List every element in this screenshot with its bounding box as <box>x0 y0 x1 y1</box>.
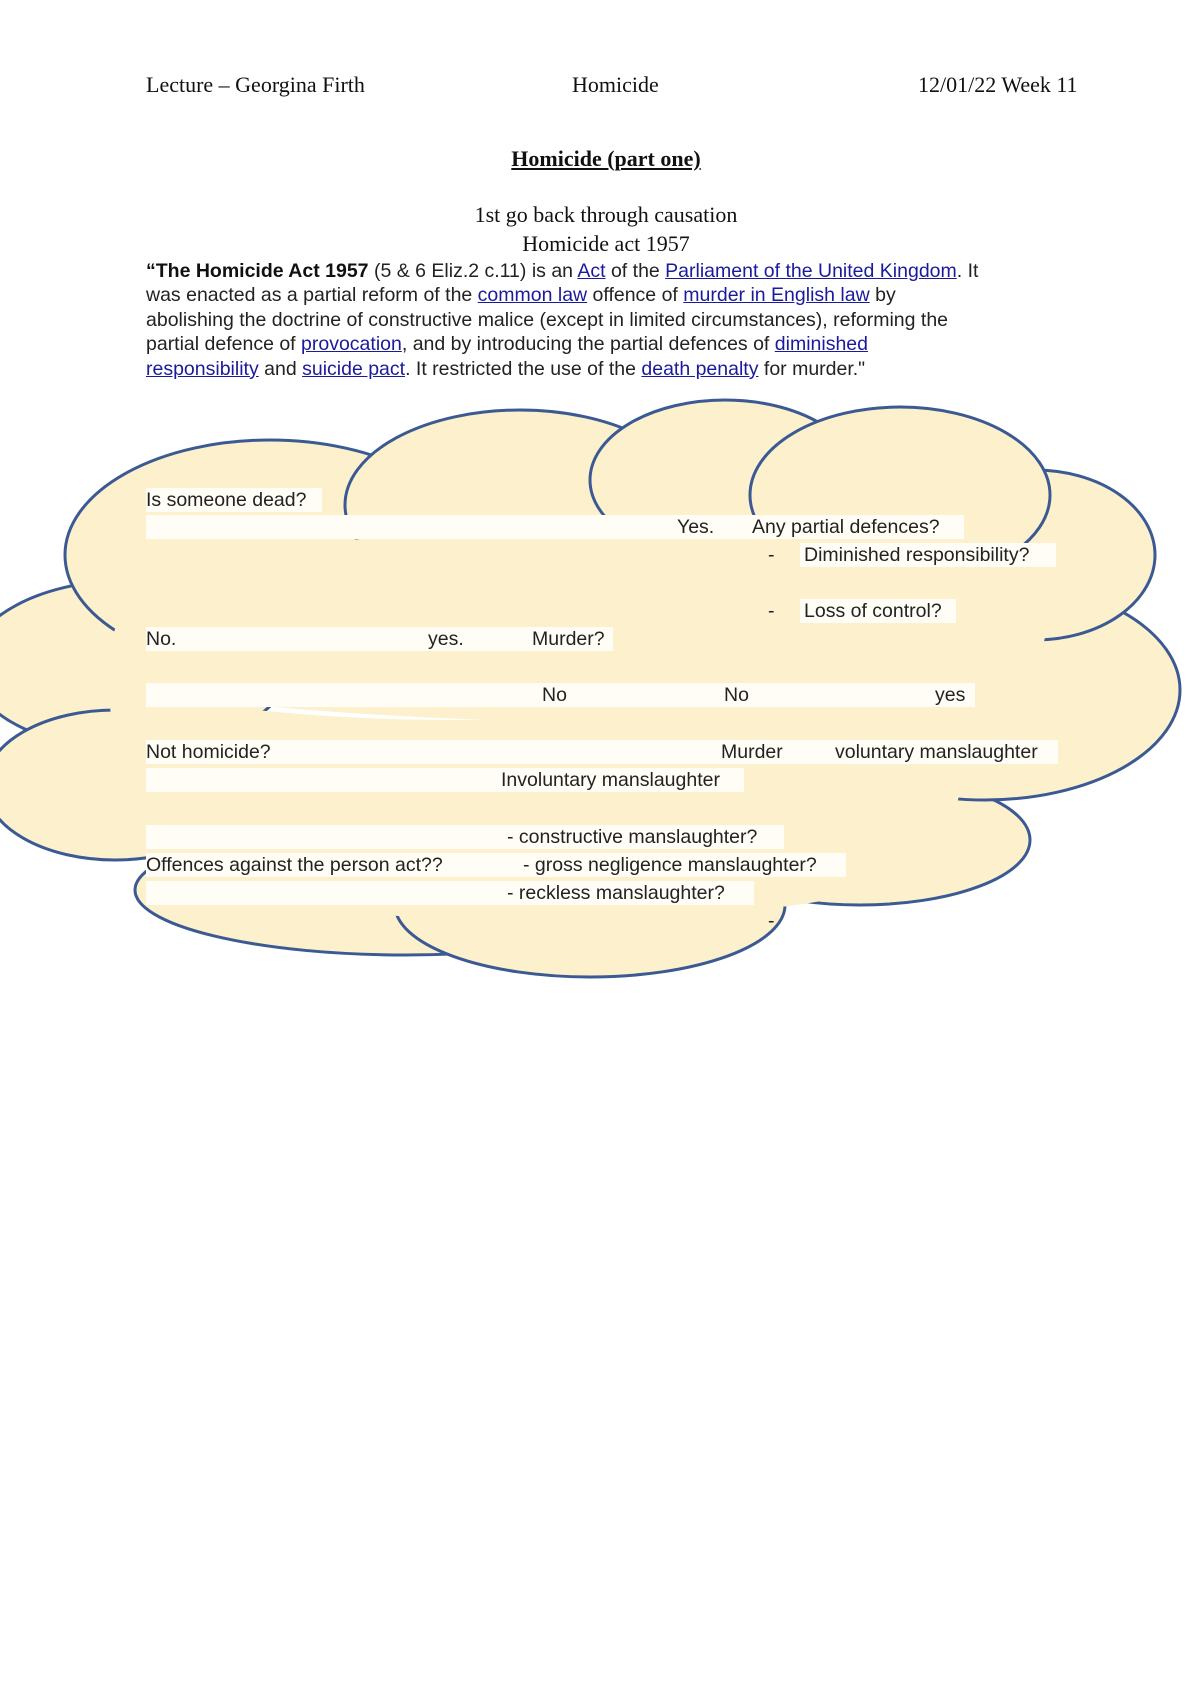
label-yes: yes. <box>428 628 464 650</box>
bullet-dash: - <box>768 910 775 932</box>
quote-text: partial defence of <box>146 333 302 356</box>
label-no: No <box>724 684 749 706</box>
quote-text: was enacted as a partial reform of the <box>146 284 478 307</box>
page-title: Homicide (part one) <box>511 146 701 171</box>
link-provocation[interactable]: provocation <box>301 333 402 356</box>
quote-line-3 <box>146 308 1096 332</box>
link-parliament[interactable]: Parliament of the United Kingdom <box>665 260 957 282</box>
node-constructive-manslaughter: - constructive manslaughter? <box>507 826 758 848</box>
header-topic: Homicide <box>572 72 659 97</box>
header-lecturer: Lecture – Georgina Firth <box>146 72 365 97</box>
node-reckless-manslaughter: - reckless manslaughter? <box>507 882 725 904</box>
quote-text: . It <box>956 260 979 282</box>
node-murder: Murder <box>721 741 783 763</box>
node-loss-of-control: Loss of control? <box>804 600 942 622</box>
quote-text: . It restricted the use of the <box>405 357 642 380</box>
header-date: 12/01/22 Week 11 <box>918 72 1078 97</box>
link-murder-english-law[interactable]: murder in English law <box>683 284 870 307</box>
quote-text: for murder." <box>758 357 866 380</box>
label-yes: yes <box>935 684 966 706</box>
bullet-dash: - <box>768 600 775 622</box>
quote-text: , and by introducing the partial defences of <box>401 333 775 356</box>
label-yes: Yes. <box>677 516 715 538</box>
quote-line-2 <box>146 283 1096 307</box>
quote-act-name: “The Homicide Act 1957 <box>146 260 369 282</box>
quote-text: by <box>869 284 896 307</box>
link-suicide-pact[interactable]: suicide pact <box>302 357 406 380</box>
node-voluntary-manslaughter: voluntary manslaughter <box>835 741 1038 763</box>
node-murder-question: Murder? <box>532 628 605 650</box>
node-gross-negligence: - gross negligence manslaughter? <box>523 854 817 876</box>
label-no: No. <box>146 628 177 650</box>
subtitle-causation: 1st go back through causation <box>474 202 738 227</box>
link-diminished[interactable]: diminished <box>774 333 868 356</box>
quote-text: offence of <box>587 284 684 307</box>
subtitle-act: Homicide act 1957 <box>522 231 690 256</box>
node-offences-against-person: Offences against the person act?? <box>146 854 443 876</box>
label-no: No <box>542 684 567 706</box>
node-is-someone-dead: Is someone dead? <box>146 489 307 511</box>
node-any-partial-defences: Any partial defences? <box>752 516 940 538</box>
quote-text: and <box>258 357 303 380</box>
node-diminished-responsibility: Diminished responsibility? <box>804 544 1030 566</box>
quote-text: of the <box>605 260 666 282</box>
quote-line-5 <box>146 357 1096 381</box>
quote-line-1 <box>146 259 1096 283</box>
quote-text: abolishing the doctrine of constructive malice (except in limited circumstances), reforming the <box>146 308 949 331</box>
quote-text: (5 & 6 Eliz.2 c.11) is an <box>368 260 578 282</box>
quote-line-4 <box>146 332 1096 356</box>
link-death-penalty[interactable]: death penalty <box>641 357 759 380</box>
bullet-dash: - <box>768 544 775 566</box>
link-act[interactable]: Act <box>577 260 606 282</box>
homicide-act-quote <box>146 259 1096 381</box>
node-involuntary-manslaughter: Involuntary manslaughter <box>501 769 720 791</box>
link-responsibility[interactable]: responsibility <box>146 357 259 380</box>
node-not-homicide: Not homicide? <box>146 741 271 763</box>
link-common-law[interactable]: common law <box>477 284 588 307</box>
